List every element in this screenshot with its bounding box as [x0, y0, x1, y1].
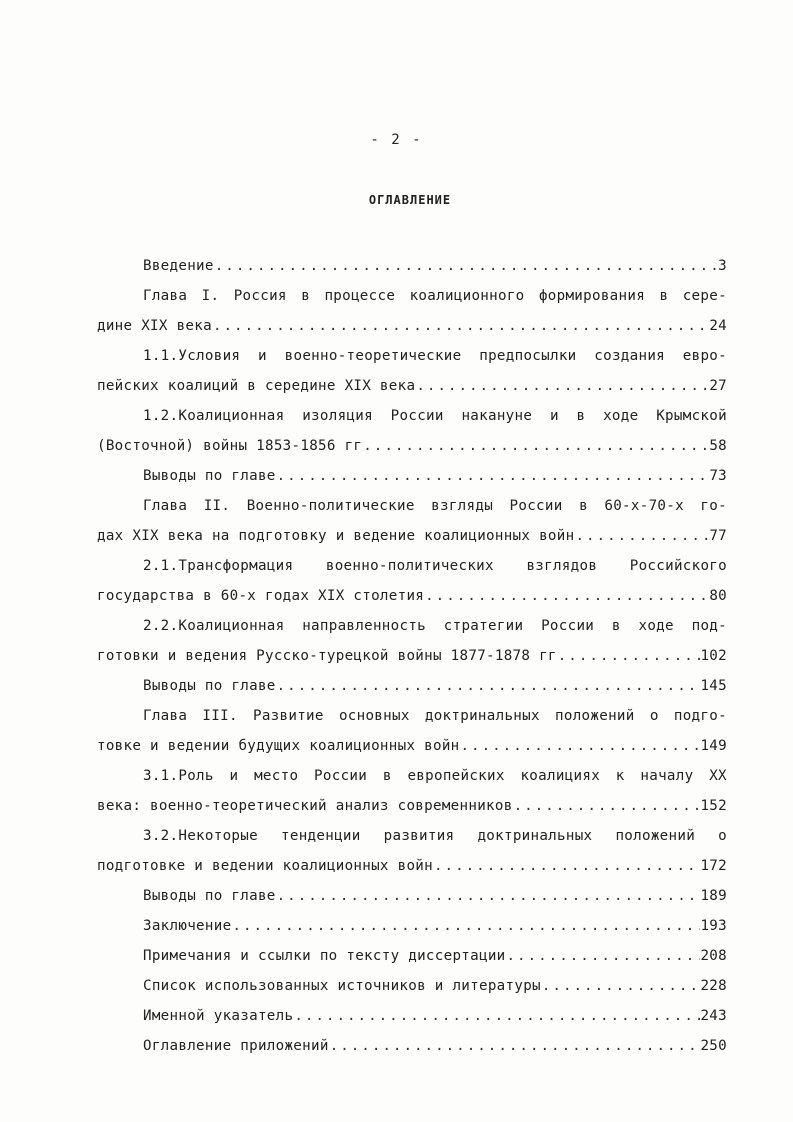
toc-entry-page: 58	[709, 438, 727, 454]
toc-entry-text-line: 1.2.Коалиционная изоляция России накануне и в ходе Крымской	[143, 408, 727, 424]
dot-leader	[415, 371, 709, 401]
dot-leader	[231, 911, 700, 941]
toc-entry-last-line	[97, 251, 727, 281]
dot-leader	[276, 461, 710, 491]
toc-entry-text-line: Глава I. Россия в процессе коалиционного формирования в сере-	[143, 288, 727, 304]
toc-entry	[97, 1031, 727, 1061]
toc-entry-page: 250	[700, 1038, 727, 1054]
toc-entry-page: 189	[700, 888, 727, 904]
toc-entry	[97, 701, 727, 761]
toc-entry-last-line	[97, 641, 727, 671]
toc-entry-text-line: 3.2.Некоторые тенденции развития доктринальных положений о	[143, 828, 727, 844]
toc-entry-title: подготовке и ведении коалиционных войн	[97, 858, 433, 874]
toc-entry-title: дах XIX века на подготовку и ведение коалиционных войн	[97, 528, 575, 544]
toc-entry-title: дине XIX века	[97, 318, 212, 334]
toc-entry-text-line: 3.1.Роль и место России в европейских коалициях к началу XX	[143, 768, 727, 784]
toc-entry-text-line: 1.1.Условия и военно-теоретические предпосылки создания евро-	[143, 348, 727, 364]
toc-entry-page: 73	[709, 468, 727, 484]
toc-entry	[97, 341, 727, 401]
toc-entry-page: 149	[700, 738, 727, 754]
toc-entry-page: 77	[709, 528, 727, 544]
toc-entry	[97, 611, 727, 671]
toc-entry-page: 152	[700, 798, 727, 814]
toc-entry-text-line: 2.2.Коалиционная направленность стратегии России в ходе под-	[143, 618, 727, 634]
toc-entry-page: 228	[700, 978, 727, 994]
toc-entry-last-line	[97, 521, 727, 551]
toc-entry-title: века: военно-теоретический анализ современников	[97, 798, 513, 814]
toc-entry-last-line	[97, 881, 727, 911]
page-number: - 2 -	[370, 132, 423, 148]
toc-entry	[97, 461, 727, 491]
toc-entry-page: 80	[709, 588, 727, 604]
toc-entry-page: 24	[709, 318, 727, 334]
toc-entry-page: 172	[700, 858, 727, 874]
dot-leader	[276, 881, 701, 911]
dot-leader	[212, 311, 709, 341]
toc-entry	[97, 1001, 727, 1031]
dot-leader	[362, 431, 709, 461]
toc-entry	[97, 401, 727, 461]
dot-leader	[329, 1031, 701, 1061]
toc-entry-title: Введение	[143, 258, 214, 274]
dot-leader	[276, 671, 701, 701]
table-of-contents	[97, 251, 727, 1061]
toc-entry	[97, 881, 727, 911]
toc-entry-page: 193	[700, 918, 727, 934]
toc-title: ОГЛАВЛЕНИЕ	[368, 193, 452, 207]
dot-leader	[513, 791, 701, 821]
toc-entry-last-line	[97, 941, 727, 971]
toc-entry-last-line	[97, 371, 727, 401]
toc-entry-title: товке и ведении будущих коалиционных войн	[97, 738, 460, 754]
toc-entry-title: Выводы по главе	[143, 468, 276, 484]
toc-entry	[97, 251, 727, 281]
toc-entry-title: государства в 60-х годах XIX столетия	[97, 588, 425, 604]
toc-entry	[97, 971, 727, 1001]
toc-entry-last-line	[97, 581, 727, 611]
toc-entry-last-line	[97, 461, 727, 491]
dot-leader	[214, 251, 718, 281]
toc-entry	[97, 821, 727, 881]
toc-entry	[97, 911, 727, 941]
toc-entry	[97, 761, 727, 821]
toc-entry-last-line	[97, 431, 727, 461]
toc-entry-last-line	[97, 1031, 727, 1061]
toc-entry-title: Заключение	[143, 918, 232, 934]
toc-entry-title: Список использованных источников и литературы	[143, 978, 541, 994]
dot-leader	[506, 941, 701, 971]
toc-entry-page: 102	[700, 648, 727, 664]
toc-entry	[97, 671, 727, 701]
toc-entry	[97, 551, 727, 611]
toc-entry-last-line	[97, 311, 727, 341]
toc-entry-title: Выводы по главе	[143, 678, 276, 694]
toc-entry-page: 243	[700, 1008, 727, 1024]
toc-entry-page: 208	[700, 948, 727, 964]
toc-entry-text-line: Глава II. Военно-политические взгляды России в 60-х-70-х го-	[143, 498, 727, 514]
toc-entry-last-line	[97, 1001, 727, 1031]
toc-entry-title: пейских коалиций в середине XIX века	[97, 378, 416, 394]
toc-entry-last-line	[97, 851, 727, 881]
dot-leader	[460, 731, 701, 761]
toc-entry-title: Оглавление приложений	[143, 1038, 329, 1054]
toc-entry-title: Примечания и ссылки по тексту диссертации	[143, 948, 506, 964]
toc-entry-title: (Восточной) войны 1853-1856 гг	[97, 438, 363, 454]
toc-entry-last-line	[97, 791, 727, 821]
toc-entry	[97, 941, 727, 971]
dot-leader	[424, 581, 709, 611]
toc-entry-page: 27	[709, 378, 727, 394]
toc-entry-last-line	[97, 731, 727, 761]
toc-entry-text-line: 2.1.Трансформация военно-политических взглядов Российского	[143, 558, 727, 574]
toc-entry-page: 145	[700, 678, 727, 694]
toc-entry-last-line	[97, 911, 727, 941]
toc-entry	[97, 491, 727, 551]
dot-leader	[293, 1001, 700, 1031]
toc-entry-title: готовки и ведения Русско-турецкой войны 1877-1878 гг	[97, 648, 557, 664]
toc-entry-text-line: Глава III. Развитие основных доктринальных положений о подго-	[143, 708, 727, 724]
dot-leader	[557, 641, 701, 671]
toc-entry-title: Именной указатель	[143, 1008, 294, 1024]
toc-entry-last-line	[97, 671, 727, 701]
toc-entry-title: Выводы по главе	[143, 888, 276, 904]
dot-leader	[574, 521, 709, 551]
toc-entry-last-line	[97, 971, 727, 1001]
dot-leader	[433, 851, 700, 881]
toc-entry	[97, 281, 727, 341]
toc-entry-page: 3	[718, 258, 727, 274]
dot-leader	[541, 971, 701, 1001]
